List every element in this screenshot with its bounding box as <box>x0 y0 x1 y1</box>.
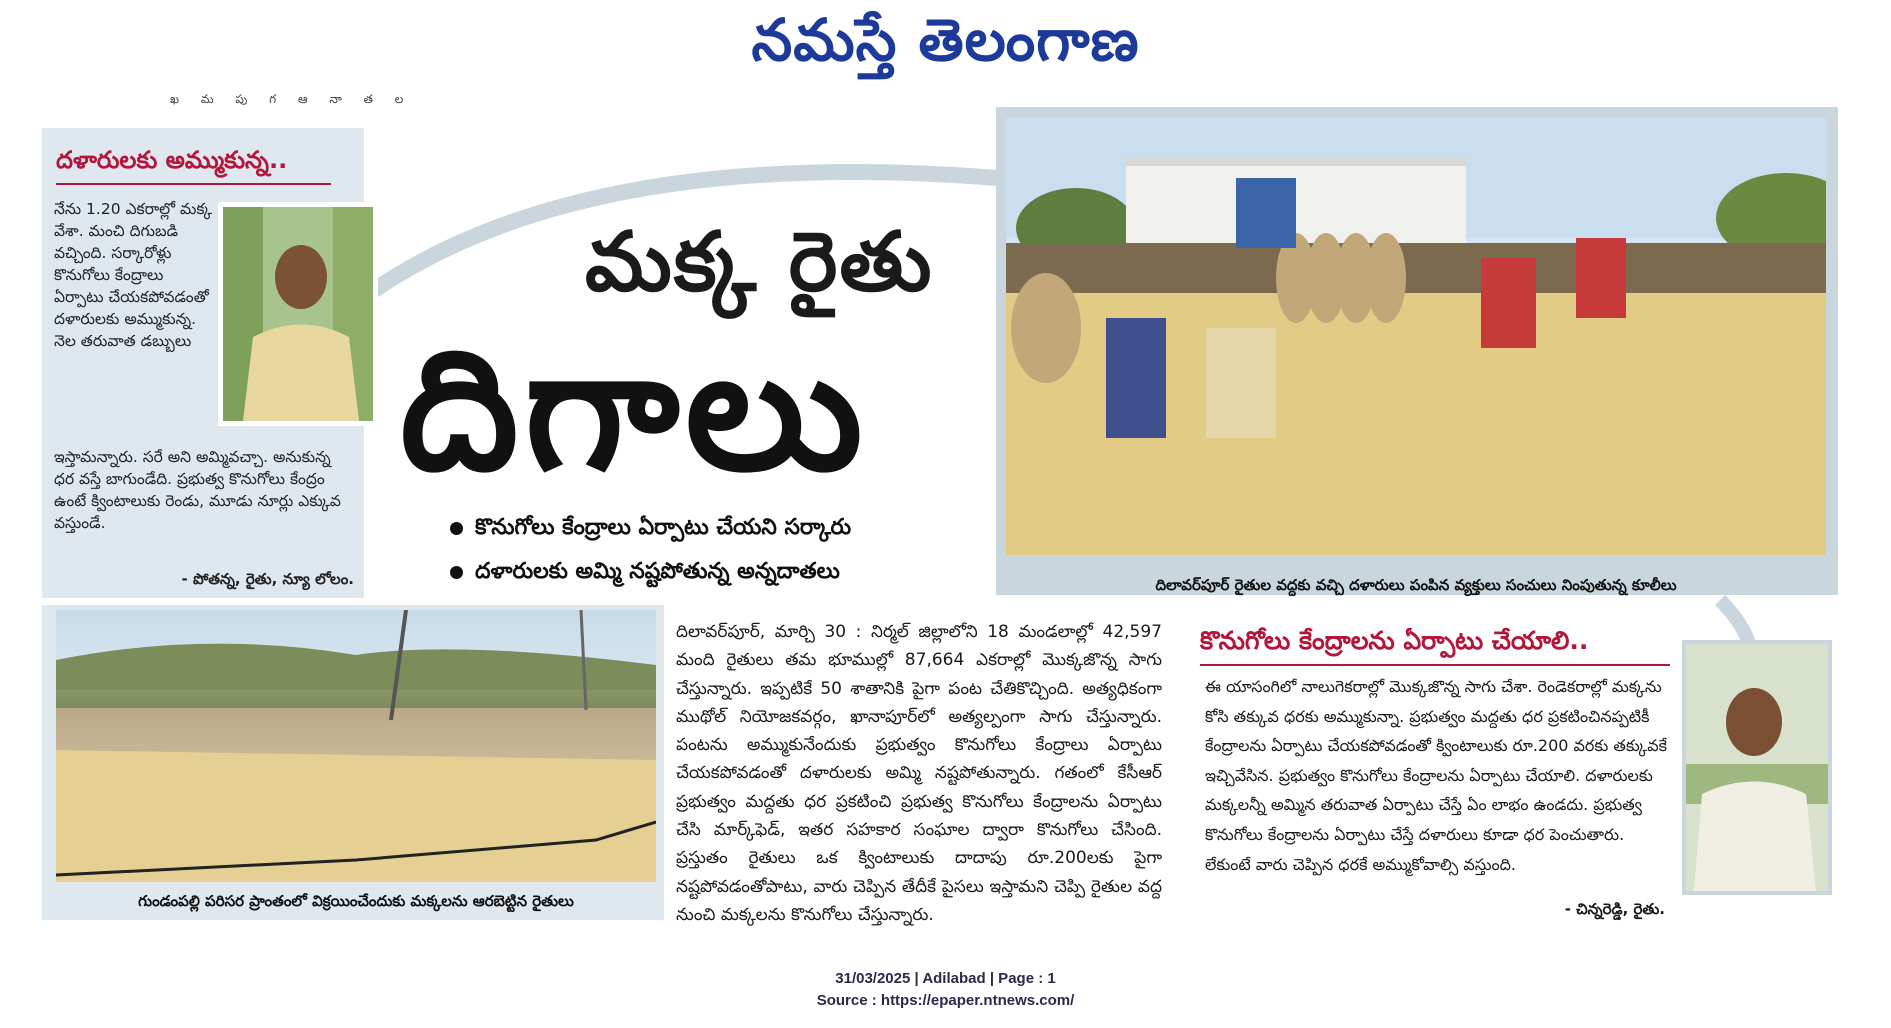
main-photo <box>1006 118 1826 555</box>
footer-source: Source : https://epaper.ntnews.com/ <box>816 992 1075 1009</box>
headline-line-1: మక్క రైతు <box>585 215 934 310</box>
farmer-portrait-1 <box>218 202 378 426</box>
bullet-item <box>450 559 970 589</box>
right-quote-text: ఈ యాసంగిలో నాలుగెకరాల్లో మొక్కజొన్న సాగు చేశా. రెండెకరాల్లో మక్కను కోసి తక్కువ ధరకు అమ్ముకున్నా. ప్రభుత్వం మద్దతు ధర ప్రకటించినప్పటికీ కేంద్రాలను ఏర్పాటు చేయకపోవడంతో క్వింటాలుకు రూ.200 వరకు తక్కువకే ఇచ్చివేసిన. ప్రభుత్వం కొనుగోలు కేంద్రాలను ఏర్పాటు చేయాలి. దళారులకు మక్కలన్నీ అమ్మిన తరువాత ఏర్పాటు చేస్తే ఏం లాభం ఉండదు. ప్రభుత్వ కొనుగోలు కేంద్రాలను ఏర్పాటు చేస్తే దళారులు కూడా ధర పెంచుతారు. లేకుంటే వారు చెప్పిన ధరకే అమ్ముకోవాల్సి వస్తుంది. <box>1205 677 1667 874</box>
bullet-item <box>450 515 970 545</box>
farmer-1-photo <box>223 207 373 421</box>
bullet-dot-icon <box>450 522 463 535</box>
headline-line-2: దిగాలు <box>400 312 869 508</box>
article-body: దిలావర్‌పూర్, మార్చి 30 : నిర్మల్ జిల్లాలోని 18 మండలాల్లో 42,597 మంది రైతులు తమ భూముల్లో 87,664 ఎకరాల్లో మొక్కజొన్న సాగు చేస్తున్నారు. ఇప్పటికే 50 శాతానికి పైగా పంట చేతికొచ్చింది. అత్యధికంగా ముథోల్ నియోజకవర్గం, ఖానాపూర్‌లో అత్యల్పంగా సాగు చేస్తున్నారు. పంటను అమ్ముకునేందుకు ప్రభుత్వం కొనుగోలు కేంద్రాలు ఏర్పాటు చేయకపోవడంతో దళారులకు అమ్మి నష్టపోతున్నారు. గతంలో కేసీఆర్ ప్రభుత్వం మద్దతు ధర ప్రకటించి ప్రభుత్వ కొనుగోలు కేంద్రాలను ఏర్పాటు చేసి మార్క్‌ఫెడ్, ఇతర సహకార సంఘాల ద్వారా కొనుగోలు చేసింది. ప్రస్తుతం రైతులు ఒక క్వింటాలుకు దాదాపు రూ.200లకు పైగా నష్టపోవడంతోపాటు, వారు చెప్పిన తేదీకే పైసలు ఇస్తామని చెప్పి రైతుల వద్ద నుంచి మక్కలను కొనుగోలు చేస్తున్నారు. <box>676 622 1162 925</box>
bullet-text: కొనుగోలు కేంద్రాలు ఏర్పాటు చేయని సర్కారు <box>475 515 852 540</box>
left-quote-text-1: నేను 1.20 ఎకరాల్లో మక్క వేశా. మంచి దిగుబడి వచ్చింది. సర్కారోళ్లు కొనుగోలు కేంద్రాలు ఏర్పాటు చేయకపోవడంతో దళారులకు అమ్ముకున్న. నెల తరువాత డబ్బులు <box>54 200 212 350</box>
drying-maize-photo <box>56 610 656 882</box>
right-quote-heading: కొనుగోలు కేంద్రాలను ఏర్పాటు చేయాలి.. <box>1200 626 1589 655</box>
bullet-dot-icon <box>450 566 463 579</box>
left-quote-text-2: ఇస్తామన్నారు. సరే అని అమ్మివచ్చా. అనుకున్న ధర వస్తే బాగుండేది. ప్రభుత్వ కొనుగోలు కేంద్రం ఉంటే క్వింటాలుకు రెండు, మూడు నూర్లు ఎక్కువ వస్తుండే. <box>54 448 341 532</box>
left-quote-signature: - పోతన్న, రైతు, న్యూ లోలం. <box>181 570 354 588</box>
bottom-photo-caption: గుండంపల్లి పరిసర ప్రాంతంలో విక్రయించేందుకు మక్కలను ఆరబెట్టిన రైతులు <box>138 892 574 910</box>
bullet-text: దళారులకు అమ్మి నష్టపోతున్న అన్నదాతలు <box>475 559 840 584</box>
farmer-portrait-2 <box>1682 640 1832 895</box>
right-quote-divider <box>1200 664 1670 666</box>
farmer-2-photo <box>1686 644 1828 891</box>
bottom-photo <box>56 610 656 882</box>
footer-date-edition: 31/03/2025 | Adilabad | Page : 1 <box>835 970 1056 987</box>
top-strip-text: ఖ మ పు గ ఆ నా త ల <box>170 92 413 106</box>
maize-workers-photo <box>1006 118 1826 555</box>
main-photo-caption: దిలావర్‌పూర్ రైతుల వద్దకు వచ్చి దళారులు పంపిన వ్యక్తులు సంచులు నింపుతున్న కూలీలు <box>1155 576 1677 594</box>
bullet-list <box>450 515 970 603</box>
masthead-title: నమస్తే తెలంగాణ <box>751 6 1140 74</box>
left-quote-heading: దళారులకు అమ్ముకున్న.. <box>56 146 331 185</box>
right-quote-signature: - చిన్నరెడ్డి, రైతు. <box>1564 900 1665 918</box>
footer <box>0 968 1891 1012</box>
